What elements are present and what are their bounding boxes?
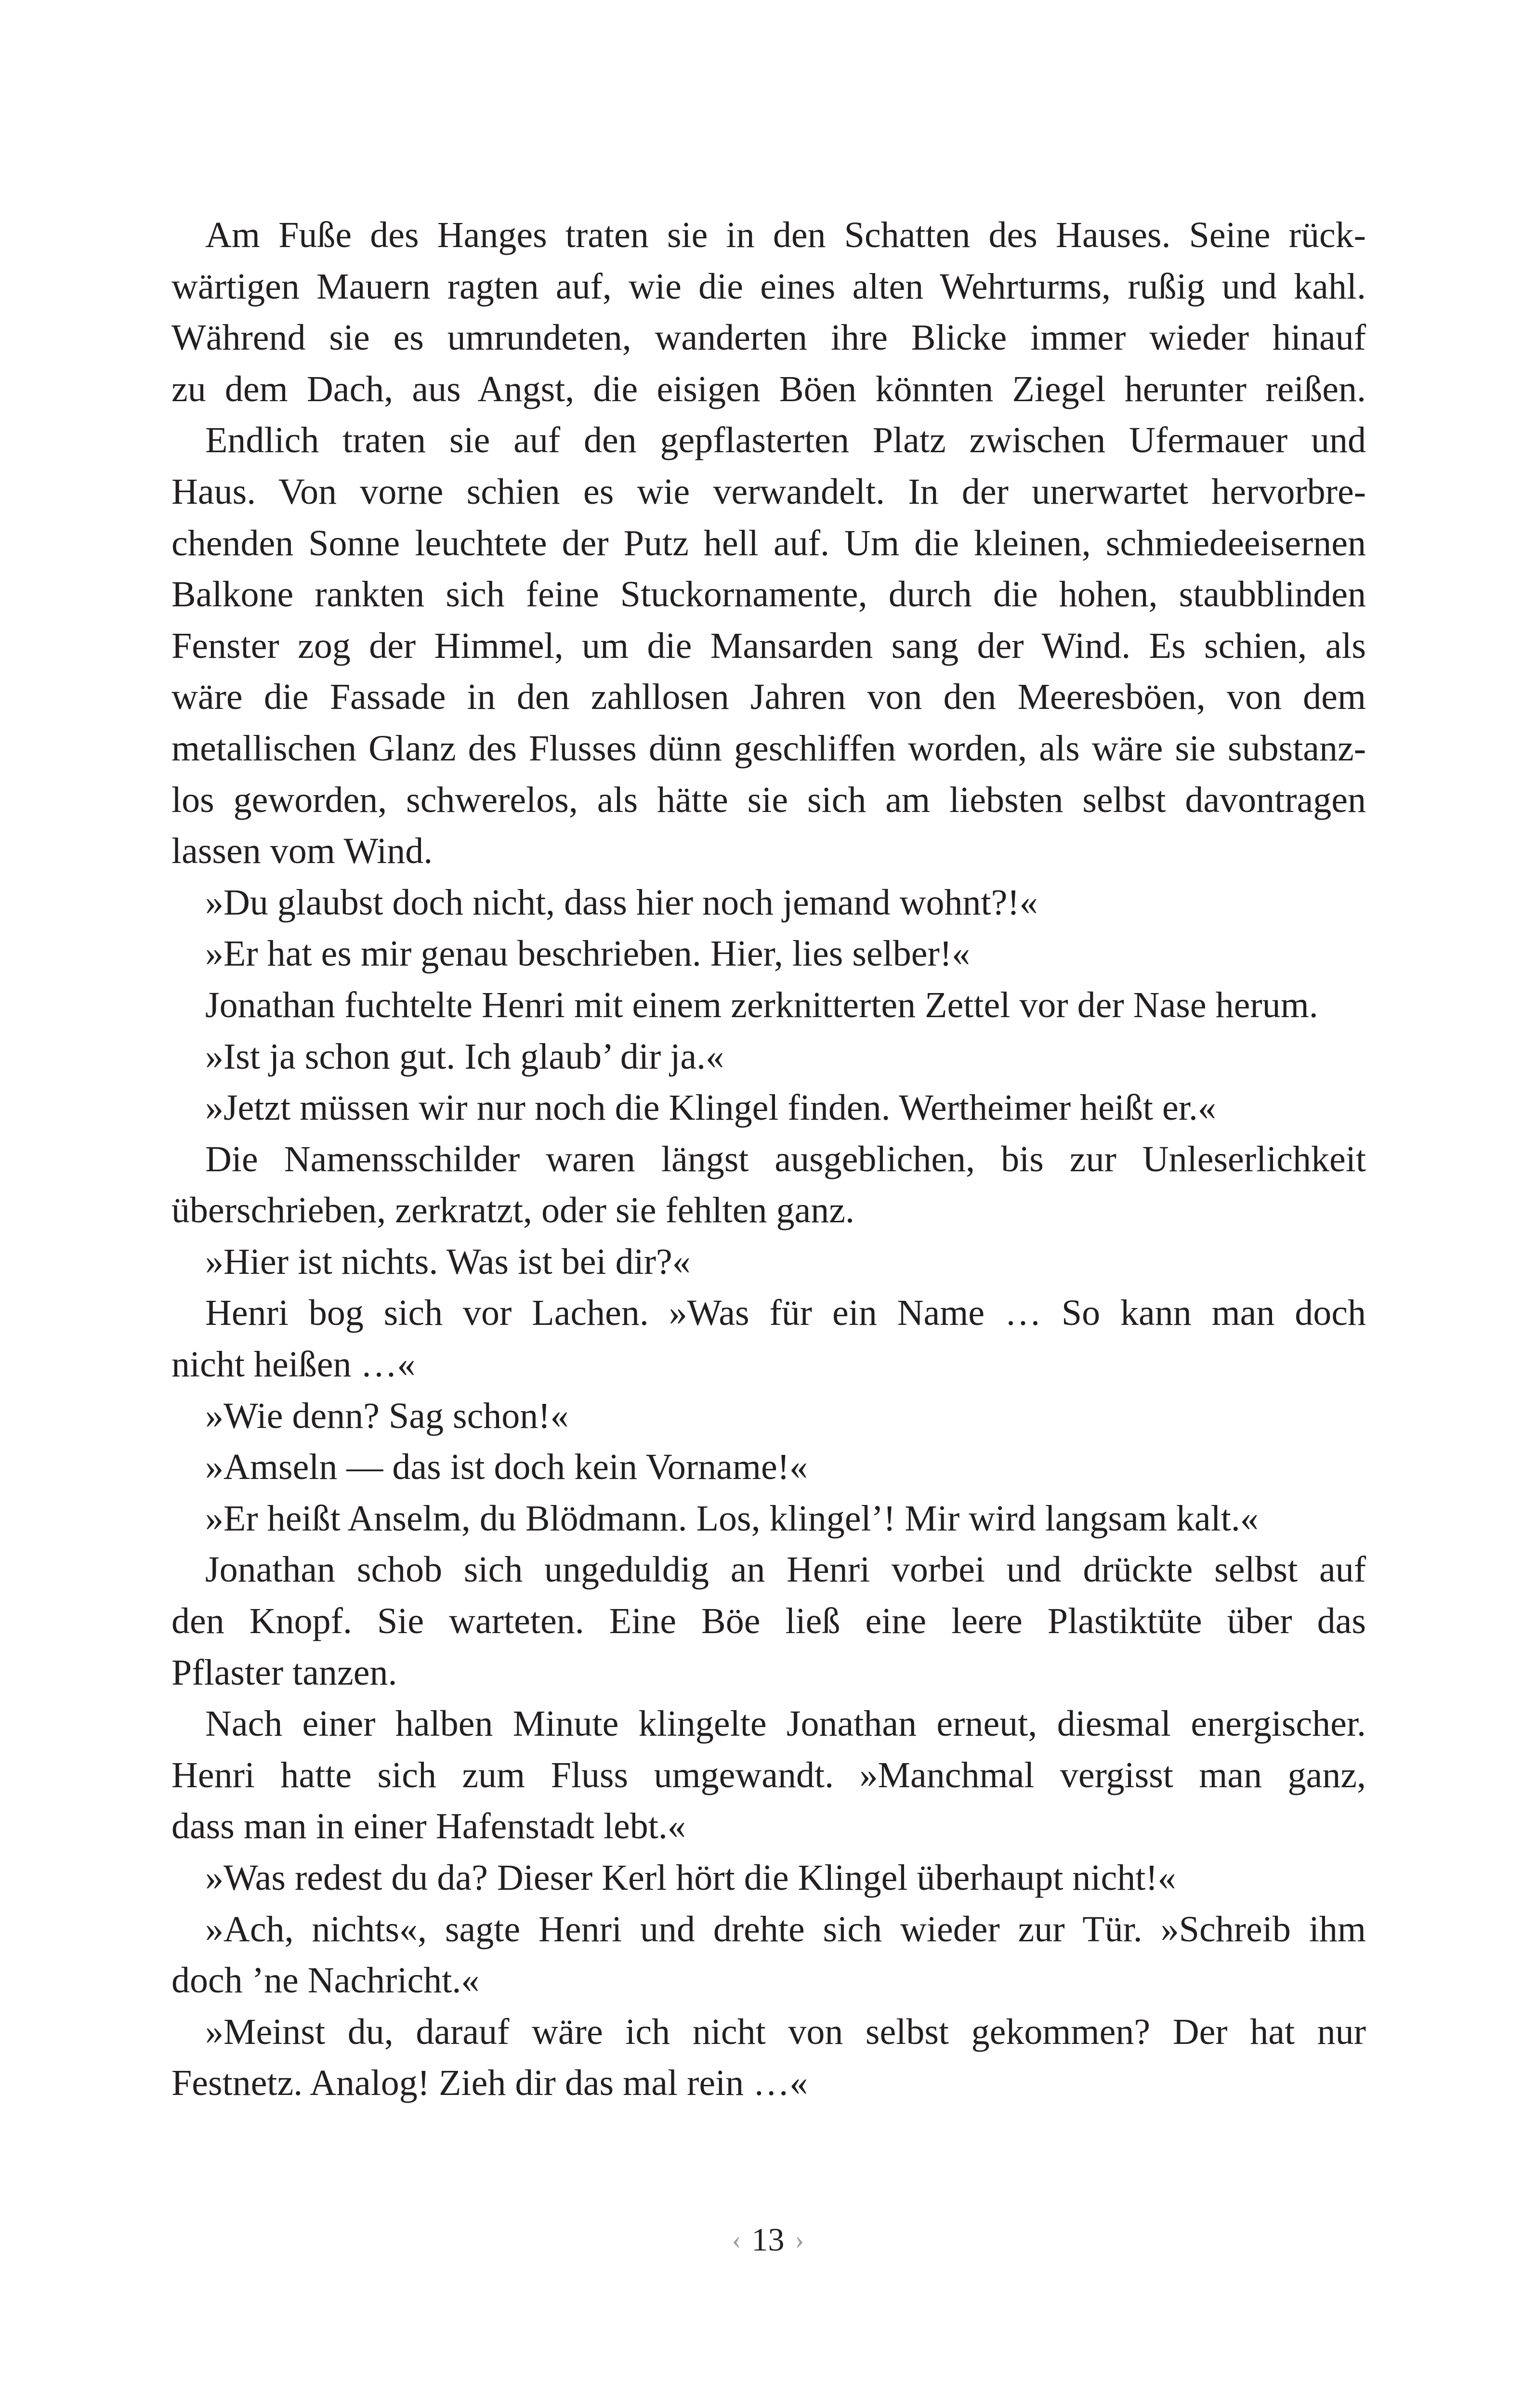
- text-line: »Amseln — das ist doch kein Vorname!«: [205, 1447, 808, 1488]
- text-line: »Er hat es mir genau beschrieben. Hier, lies selber!«: [205, 933, 971, 974]
- text-line: Balkone rankten sich feine Stuckornamente, durch die hohen, staubblinden: [171, 574, 1366, 615]
- right-ornament: ›: [795, 2225, 804, 2255]
- text-line: Am Fuße des Hanges traten sie in den Schatten des Hauses. Seine rück-: [205, 215, 1366, 255]
- text-line: »Ach, nichts«, sagte Henri und drehte sich wieder zur Tür. »Schreib ihm: [205, 1909, 1366, 1950]
- text-line: »Was redest du da? Dieser Kerl hört die Klingel überhaupt nicht!«: [205, 1858, 1176, 1898]
- text-line: Nach einer halben Minute klingelte Jonathan erneut, diesmal energischer.: [205, 1703, 1366, 1744]
- text-line: Die Namensschilder waren längst ausgeblichen, bis zur Unleserlichkeit: [205, 1139, 1366, 1179]
- text-line: Haus. Von vorne schien es wie verwandelt. In der unerwartet hervorbre-: [171, 471, 1366, 512]
- text-line: »Wie denn? Sag schon!«: [205, 1395, 569, 1436]
- text-line: nicht heißen …«: [171, 1344, 416, 1385]
- text-line: Festnetz. Analog! Zieh dir das mal rein …«: [171, 2063, 808, 2104]
- text-line: chenden Sonne leuchtete der Putz hell auf. Um die kleinen, schmiedeeisernen: [171, 523, 1366, 563]
- text-line: doch ’ne Nachricht.«: [171, 1960, 480, 2001]
- text-line: Henri bog sich vor Lachen. »Was für ein Name … So kann man doch: [205, 1293, 1366, 1334]
- text-line: Fenster zog der Himmel, um die Mansarden sang der Wind. Es schien, als: [171, 625, 1366, 666]
- text-line: Pflaster tanzen.: [171, 1652, 397, 1693]
- text-line: »Jetzt müssen wir nur noch die Klingel finden. Wertheimer heißt er.«: [205, 1087, 1216, 1128]
- text-line: wärtigen Mauern ragten auf, wie die eines alten Wehrturms, rußig und kahl.: [171, 266, 1366, 307]
- text-line: metallischen Glanz des Flusses dünn geschliffen worden, als wäre sie substanz-: [171, 728, 1366, 769]
- page-number: 13: [751, 2221, 785, 2258]
- page-number-footer: [0, 2218, 1536, 2264]
- text-line: los geworden, schwerelos, als hätte sie sich am liebsten selbst davontragen: [171, 779, 1366, 820]
- text-line: »Hier ist nichts. Was ist bei dir?«: [205, 1241, 691, 1282]
- text-line: wäre die Fassade in den zahllosen Jahren von den Meeresböen, von dem: [171, 677, 1366, 718]
- text-line: lassen vom Wind.: [171, 831, 433, 872]
- text-line: »Meinst du, darauf wäre ich nicht von selbst gekommen? Der hat nur: [205, 2011, 1366, 2052]
- text-line: Während sie es umrundeten, wanderten ihre Blicke immer wieder hinauf: [171, 317, 1366, 358]
- text-line: zu dem Dach, aus Angst, die eisigen Böen könnten Ziegel herunter reißen.: [171, 368, 1366, 409]
- left-ornament: ‹: [732, 2225, 741, 2255]
- text-line: den Knopf. Sie warteten. Eine Böe ließ eine leere Plastiktüte über das: [171, 1601, 1366, 1642]
- text-line: Henri hatte sich zum Fluss umgewandt. »Manchmal vergisst man ganz,: [171, 1754, 1366, 1795]
- text-line: überschrieben, zerkratzt, oder sie fehlten ganz.: [171, 1190, 854, 1231]
- text-line: Jonathan schob sich ungeduldig an Henri vorbei und drückte selbst auf: [205, 1549, 1366, 1590]
- text-line: »Du glaubst doch nicht, dass hier noch jemand wohnt?!«: [205, 882, 1038, 923]
- text-line: »Ist ja schon gut. Ich glaub’ dir ja.«: [205, 1036, 724, 1077]
- text-line: Endlich traten sie auf den gepflasterten Platz zwischen Ufermauer und: [205, 420, 1366, 461]
- text-line: dass man in einer Hafenstadt lebt.«: [171, 1806, 686, 1847]
- text-line: Jonathan fuchtelte Henri mit einem zerknitterten Zettel vor der Nase herum.: [205, 984, 1318, 1025]
- body-text: [171, 209, 1366, 2109]
- text-line: »Er heißt Anselm, du Blödmann. Los, klingel’! Mir wird langsam kalt.«: [205, 1498, 1259, 1539]
